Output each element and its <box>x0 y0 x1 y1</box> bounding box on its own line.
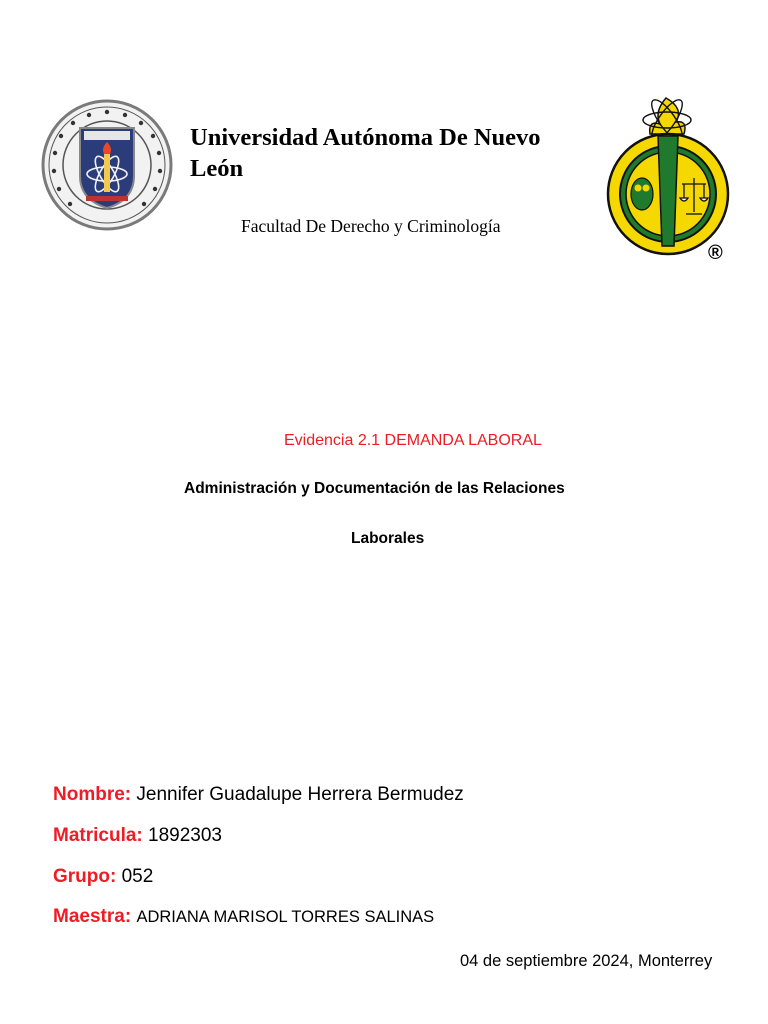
faculty-torch-seal-icon <box>604 94 732 266</box>
field-label: Nombre: <box>53 784 132 805</box>
field-nombre <box>53 784 464 806</box>
subject-line-1: Administración y Documentación de las Relaciones <box>184 480 565 497</box>
university-name: Universidad Autónoma De Nuevo León <box>190 124 541 182</box>
field-maestra <box>53 906 434 928</box>
field-value: ADRIANA MARISOL TORRES SALINAS <box>136 908 435 926</box>
date-location: 04 de septiembre 2024, Monterrey <box>460 952 713 970</box>
field-value: 052 <box>121 866 154 887</box>
faculty-name: Facultad De Derecho y Criminología <box>241 216 501 236</box>
evidence-title: Evidencia 2.1 DEMANDA LABORAL <box>284 432 542 449</box>
subject-line-2: Laborales <box>351 530 425 547</box>
uanl-seal-icon <box>40 98 174 232</box>
field-label: Matricula: <box>53 825 143 846</box>
field-matricula <box>53 825 222 847</box>
field-label: Maestra: <box>53 906 132 927</box>
field-label: Grupo: <box>53 866 117 887</box>
field-value: Jennifer Guadalupe Herrera Bermudez <box>136 784 464 805</box>
field-value: 1892303 <box>148 825 222 846</box>
field-grupo <box>53 866 153 888</box>
registered-mark: ® <box>708 242 723 264</box>
